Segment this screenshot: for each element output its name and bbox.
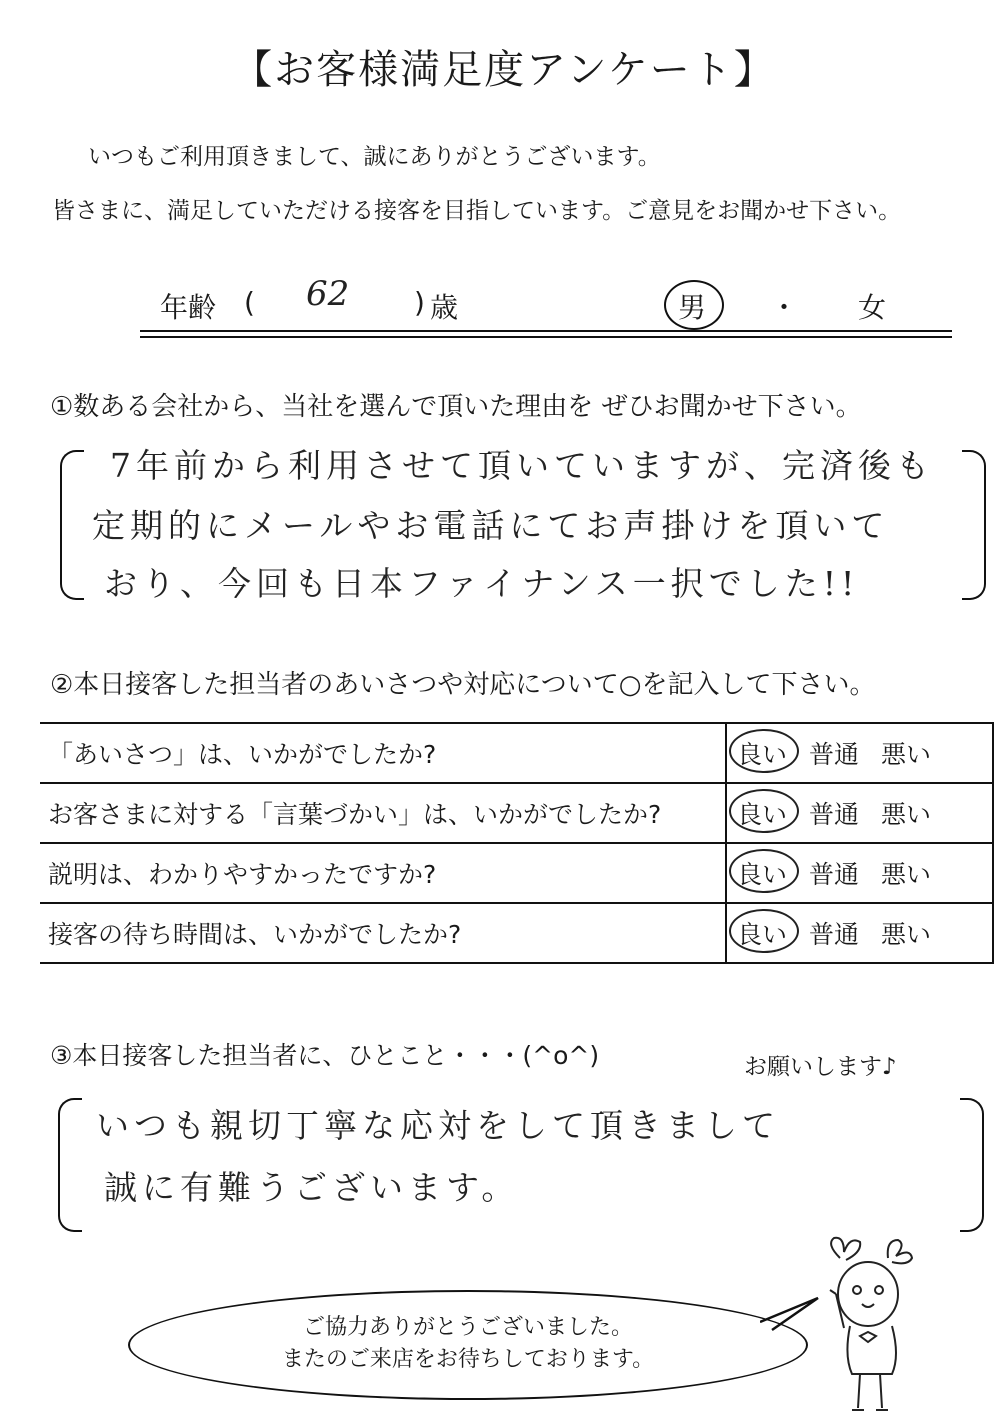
age-paren-close: ) xyxy=(414,286,425,319)
q1-bracket-left xyxy=(60,450,84,600)
gender-separator: ・ xyxy=(770,291,799,324)
rating-poor[interactable]: 悪い xyxy=(881,860,932,889)
closing-line-1: ご協力ありがとうございました。 xyxy=(302,1315,633,1340)
rating-options xyxy=(726,903,993,963)
rating-poor[interactable]: 悪い xyxy=(881,800,932,829)
rating-good-selected[interactable]: 良い xyxy=(737,915,787,951)
gender-female: 女 xyxy=(858,291,887,324)
rating-good-selected[interactable]: 良い xyxy=(737,795,787,831)
q3-answer-line-1: いつも親切丁寧な応対をして頂きまして xyxy=(96,1106,780,1145)
q3-request: お願いします♪ xyxy=(744,1054,897,1080)
rating-average[interactable]: 普通 xyxy=(809,740,860,769)
underline-bottom xyxy=(140,336,952,338)
age-unit: 歳 xyxy=(430,291,459,324)
age-paren-open: ( xyxy=(244,286,255,319)
row-label: お客さまに対する「言葉づかい」は、いかがでしたか? xyxy=(40,783,726,843)
rating-options xyxy=(726,723,993,783)
rating-options xyxy=(726,783,993,843)
q3-answer-line-2: 誠に有難うございます。 xyxy=(104,1168,520,1207)
rating-average[interactable]: 普通 xyxy=(809,860,860,889)
rating-average[interactable]: 普通 xyxy=(809,800,860,829)
closing-line-2: またのご来店をお待ちしております。 xyxy=(281,1347,655,1372)
page-title: 【お客様満足度アンケート】 xyxy=(232,47,776,93)
q1-question: ①数ある会社から、当社を選んで頂いた理由を ぜひお聞かせ下さい。 xyxy=(50,392,862,422)
age-value: 62 xyxy=(306,274,350,314)
table-row xyxy=(40,903,993,963)
rating-poor[interactable]: 悪い xyxy=(881,740,932,769)
age-label: 年齢 xyxy=(160,291,217,324)
q3-bracket-right xyxy=(960,1098,984,1232)
evaluation-table xyxy=(40,722,994,964)
table-row xyxy=(40,843,993,903)
row-label: 「あいさつ」は、いかがでしたか? xyxy=(40,723,726,783)
gender-male: 男 xyxy=(678,291,707,324)
intro-line-1: いつもご利用頂きまして、誠にありがとうございます。 xyxy=(88,144,661,170)
rating-average[interactable]: 普通 xyxy=(809,920,860,949)
q3-bracket-left xyxy=(58,1098,82,1232)
rating-good-selected[interactable]: 良い xyxy=(737,735,787,771)
underline-top xyxy=(140,330,952,332)
q1-bracket-right xyxy=(962,450,986,600)
rating-good-selected[interactable]: 良い xyxy=(737,855,787,891)
rating-poor[interactable]: 悪い xyxy=(881,920,932,949)
rating-options xyxy=(726,843,993,903)
table-row xyxy=(40,783,993,843)
table-row xyxy=(40,723,993,783)
q1-answer-line-1: 7年前から利用させて頂いていますが、完済後も xyxy=(110,446,934,485)
q2-question: ②本日接客した担当者のあいさつや対応について○を記入して下さい。 xyxy=(50,670,876,700)
q1-answer-line-3: おり、今回も日本ファイナンス一択でした!! xyxy=(104,564,860,603)
q3-question: ③本日接客した担当者に、ひとこと・・・(^o^) xyxy=(50,1041,600,1070)
intro-line-2: 皆さまに、満足していただける接客を目指しています。ご意見をお聞かせ下さい。 xyxy=(52,198,902,224)
q1-answer-line-2: 定期的にメールやお電話にてお声掛けを頂いて xyxy=(92,506,890,545)
closing-bubble xyxy=(128,1290,808,1400)
row-label: 説明は、わかりやすかったですか? xyxy=(40,843,726,903)
row-label: 接客の待ち時間は、いかがでしたか? xyxy=(40,903,726,963)
